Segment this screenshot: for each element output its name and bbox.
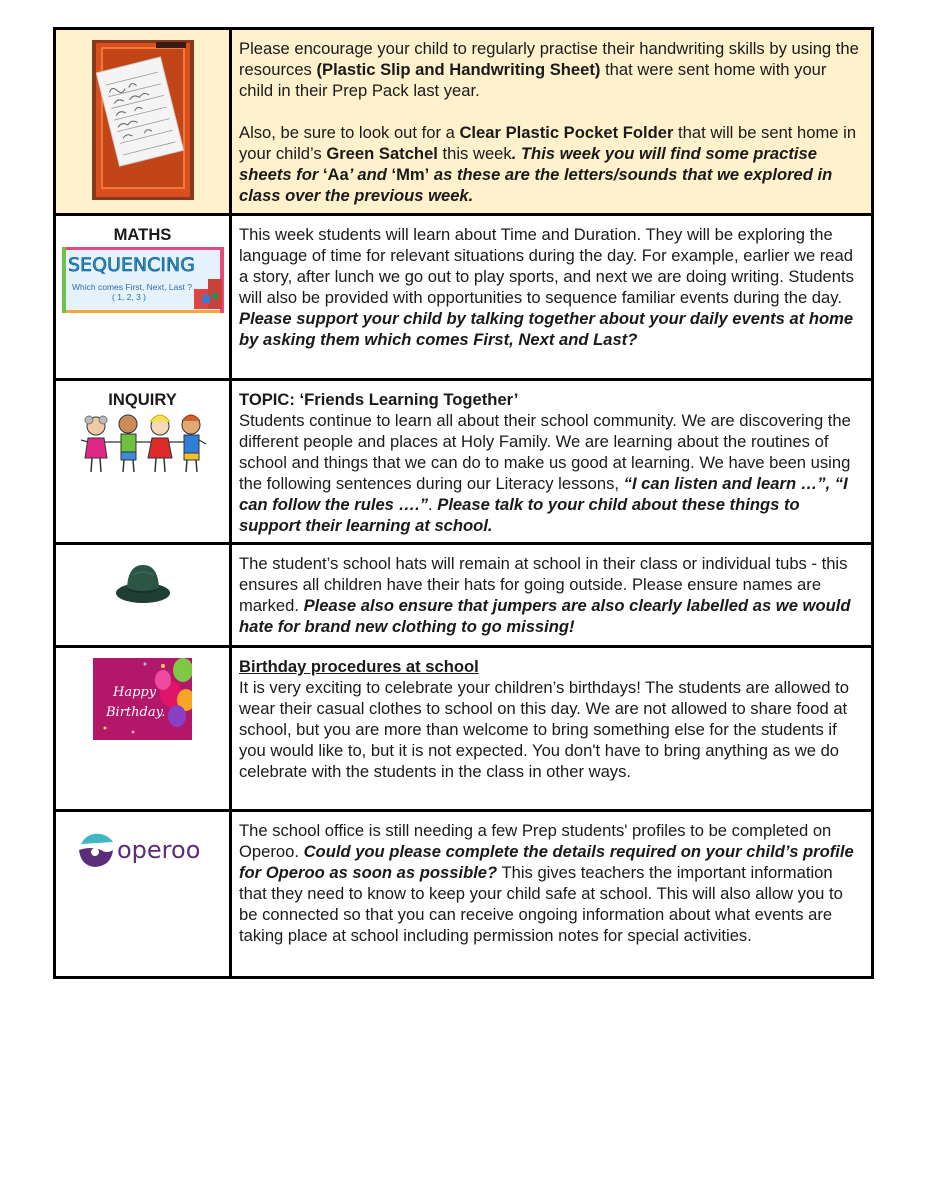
text-bold-italic: Please also ensure that jumpers are also clearly labelled as we would hate for brand new clothing to go missing! [239, 596, 851, 636]
inquiry-label: INQUIRY [108, 390, 177, 409]
children-holding-hands-image [78, 412, 208, 478]
row-maths-label-cell [56, 216, 232, 378]
row-hats [56, 545, 871, 648]
text: Students continue to learn all about their school community. We are discovering the different people and places at Holy Family. We are learning about the routines of school and things that we can do to make us good at learning. We have been using the following sentences during our Literacy lessons, [239, 411, 851, 493]
sequencing-title: SEQUENCING [67, 254, 195, 276]
newsletter-table [53, 27, 874, 979]
text-bold: Green Satchel [326, 144, 438, 163]
text-bold-italic: . This week you will find some practise sheets for [239, 144, 817, 184]
text-bold-italic: Please support your child by talking together about your daily events at home by asking them which comes First, Next and Last? [239, 309, 854, 349]
birthday-card-text-2: Birthday. [106, 705, 166, 720]
row-hats-image-cell [56, 545, 232, 645]
row-birthday-text [232, 648, 871, 809]
text-bold: ‘Aa [322, 165, 349, 184]
text: Please encourage your child to regularly practise their handwriting skills by using the resources [239, 39, 859, 79]
row-operoo [56, 812, 871, 976]
text: The student’s school hats will remain at school in their class or individual tubs - this ensures all children have their hats for going outside. Please ensure names are marked. [239, 554, 848, 615]
row-handwriting [56, 30, 871, 216]
text: The school office is still needing a few Prep students' profiles to be completed on Operoo. [239, 821, 832, 861]
sequencing-image [62, 247, 224, 313]
text-bold-italic: Could you please complete the details required on your child’s profile for Operoo as soon as possible? [239, 842, 854, 882]
row-hats-text [232, 545, 871, 645]
maths-label: MATHS [113, 225, 172, 244]
text: that will be sent home in your child’s [239, 123, 857, 163]
maths-paragraph [239, 224, 863, 350]
row-maths [56, 216, 871, 381]
operoo-paragraph [239, 820, 863, 946]
birthday-paragraph [239, 656, 863, 782]
row-birthday [56, 648, 871, 812]
birthday-card-text-1: Happy [113, 685, 157, 700]
text-bold-italic: as these are the letters/sounds that we explored in class over the previous week. [239, 165, 833, 205]
birthday-heading: Birthday procedures at school [239, 657, 479, 676]
happy-birthday-card-image [93, 658, 192, 740]
text-bold: (Plastic Slip and Handwriting Sheet) [316, 60, 601, 79]
row-operoo-text [232, 812, 871, 976]
text-bold: ‘Mm’ [391, 165, 430, 184]
row-inquiry-text [232, 381, 871, 542]
handwriting-sheet-photo [92, 40, 194, 200]
handwriting-paragraph-1 [239, 38, 863, 101]
row-birthday-image-cell [56, 648, 232, 809]
row-handwriting-text [232, 30, 871, 213]
sequencing-subtitle-2: ( 1, 2, 3 ) [111, 292, 146, 302]
topic-heading: TOPIC: ‘Friends Learning Together’ [239, 390, 519, 409]
text-bold: Clear Plastic Pocket Folder [459, 123, 674, 142]
text: . [428, 495, 438, 514]
text: that were sent home with your child in their Prep Pack last year. [239, 60, 827, 100]
row-handwriting-image-cell [56, 30, 232, 213]
handwriting-paragraph-2 [239, 122, 863, 206]
text-bold-italic: ’ and [348, 165, 392, 184]
row-inquiry [56, 381, 871, 545]
bucket-hat-image [115, 561, 171, 605]
text: Also, be sure to look out for a [239, 123, 460, 142]
text-bold-italic: “I can listen and learn …”, “I can follow the rules ….” [239, 474, 848, 514]
text: this week [437, 144, 512, 163]
row-maths-text [232, 216, 871, 378]
text-bold-italic: Please talk to your child about these things to support their learning at school. [239, 495, 800, 535]
row-inquiry-label-cell [56, 381, 232, 542]
text: It is very exciting to celebrate your children’s birthdays! The students are allowed to wear their casual clothes to school on this day. We are not allowed to share food at school, but you are more than welcome to bring something else for the students if you would like to, but it is not expected. You don't have to bring anything as we do celebrate with the students in the class in other ways. [239, 678, 849, 781]
sequencing-subtitle-1: Which comes First, Next, Last ? [71, 282, 192, 292]
operoo-logo [77, 830, 209, 870]
text: This gives teachers the important information that they need to know to keep your child safe at school. This will also allow you to be connected so that you can receive ongoing information about what events are taking place at school including permission notes for special activities. [239, 863, 843, 945]
operoo-wordmark: operoo [116, 836, 200, 864]
text: This week students will learn about Time and Duration. They will be exploring the language of time for relevant situations during the day. For example, earlier we read a story, after lunch we go out to play sports, and next we are doing writing. Students will also be provided with opportunities to sequence familiar events during the day. [239, 225, 854, 307]
row-operoo-image-cell [56, 812, 232, 976]
inquiry-paragraph [239, 389, 863, 536]
hats-paragraph [239, 553, 863, 637]
